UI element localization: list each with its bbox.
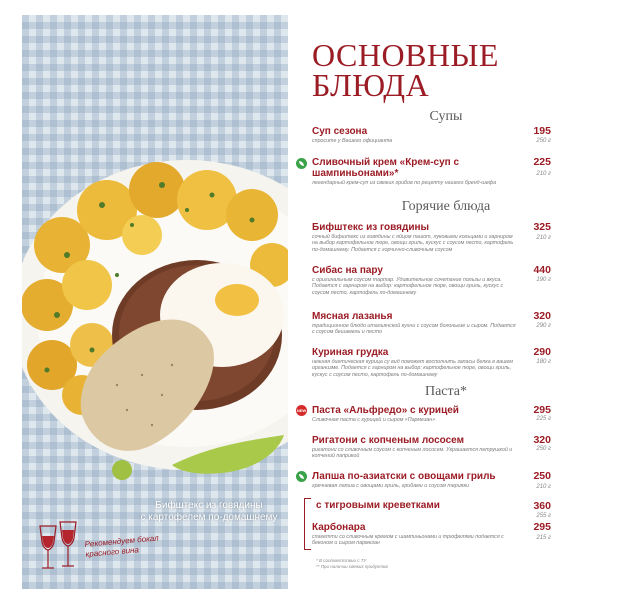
item-name: Паста «Альфредо» с курицей (312, 405, 459, 416)
item-price: 320 (533, 434, 551, 446)
item-description: спагетти со сливочным кремом с шампиньонами и трюфелями подается с беконом и сыром пармезан (312, 534, 504, 547)
item-weight: 215 г (536, 535, 551, 541)
item-name: Ригатони с копченым лососем (312, 435, 464, 446)
item-description: традиционное блюдо итальянской кухни с соусом болоньезе и сыром. Подается с соусом бешамель и песто (312, 323, 516, 336)
item-description: гречневая лапша с овощами гриль, грибами и соусом терияки (312, 483, 469, 489)
item-name: Суп сезона (312, 126, 368, 137)
item-weight: 250 г (536, 138, 551, 144)
food-photo (22, 15, 288, 589)
item-weight: 210 г (536, 171, 551, 177)
photo-caption (134, 500, 284, 524)
item-price: 295 (533, 404, 551, 416)
item-price: 290 (533, 346, 551, 358)
item-name: Сливочный крем «Крем-суп с шампиньонами»* (312, 157, 460, 179)
item-weight: 290 г (536, 323, 551, 329)
page-title-line1: ОСНОВНЫЕ (312, 37, 499, 73)
section-soups: Супы (429, 109, 463, 124)
page-title (312, 37, 499, 103)
wine-recommendation: Рекомендуем бокал красного вина (84, 533, 160, 559)
vegetarian-leaf-icon (296, 471, 307, 482)
section-hot-dishes: Горячие блюда (401, 199, 491, 214)
item-name: Бифштекс из говядины (312, 222, 430, 233)
item-weight: 190 г (536, 277, 551, 283)
item-price: 440 (533, 264, 551, 276)
item-name: Сибас на пару (312, 265, 383, 276)
item-description: ригатони со сливочным соусом с копченым лососем. Украшается петрушкой и копченой паприкой (312, 447, 513, 460)
photo-caption-line2: с картофелем по-домашнему (140, 512, 278, 523)
item-description: сочный бифштекс из говядины с яйцом пашот, луковыми кольцами и гарниром на выбор картофельное пюре, овощи гриль, кускус с соусом песто, картофель по-домашнему. Подается с горчично-сливочным соусом (312, 234, 514, 253)
footnote: * В соответствии с ТУ (316, 558, 367, 563)
footnote: ** При наличии свежих продуктов (316, 564, 388, 569)
item-price: 320 (533, 310, 551, 322)
item-description: Сливочная паста с курицей и сыром «Пармезан» (312, 417, 436, 423)
section-pasta: Паста* (424, 384, 468, 399)
item-weight: 250 г (536, 446, 551, 452)
photo-caption-line1: Бифштекс из говядины (155, 500, 263, 511)
item-weight: 180 г (536, 359, 551, 365)
wine-glass-icon (36, 520, 82, 580)
item-price: 195 (533, 125, 551, 137)
item-price: 250 (533, 470, 551, 482)
item-name: Лапша по-азиатски с овощами гриль (312, 471, 496, 482)
item-name: Куриная грудка (312, 347, 389, 358)
item-name: Карбонара (312, 522, 366, 533)
menu-column (296, 0, 624, 606)
page-title-line2: БЛЮДА (312, 67, 430, 103)
item-weight: 210 г (536, 484, 551, 490)
item-price: 295 (533, 521, 551, 533)
item-weight: 255 г (536, 513, 551, 519)
item-description: спросите у Вашего официанта (312, 138, 393, 144)
item-description: с оригинальным соусом тартар. Удивительное сочетание пользы и вкуса. Подается с гарниром на выбор: картофельное пюре, овощи гриль, кускус с соусом песто, картофель по-домашнему (312, 277, 504, 296)
item-description: легендарный крем-суп из свежих грибов по рецепту нашего бренд-шефа (312, 180, 497, 186)
item-price: 325 (533, 221, 551, 233)
item-weight: 210 г (536, 235, 551, 241)
vegetarian-leaf-icon (296, 158, 307, 169)
new-badge: NEW (296, 405, 307, 416)
item-description: нежная диетическая курица су вид поможет восполнить запасы белка в вашем организме. Подается с гарниром на выбор: картофельное пюре, овощи гриль, кускус с соусом песто, картофель по-домашнему (312, 359, 513, 378)
item-price: 360 (533, 500, 551, 512)
item-price: 225 (533, 156, 551, 168)
item-name: Мясная лазанья (312, 311, 393, 322)
item-name: с тигровыми креветками (316, 500, 440, 511)
menu-item-variant (316, 500, 556, 511)
variant-bracket (304, 498, 311, 550)
item-weight: 225 г (536, 416, 551, 422)
